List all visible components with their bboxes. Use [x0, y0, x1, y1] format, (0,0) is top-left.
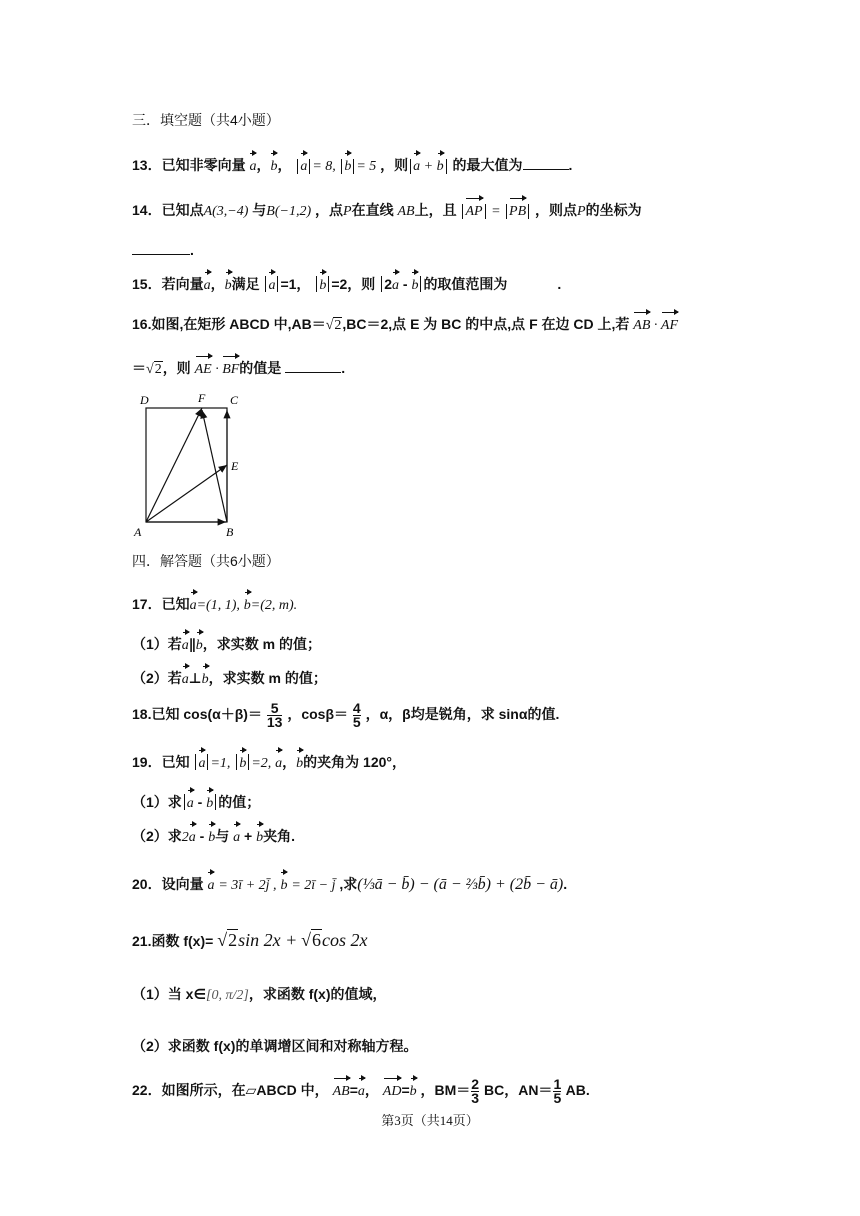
question-14-answer: .	[132, 240, 194, 260]
question-19-part2: （2）求2a - b与 a + b夹角.	[132, 822, 295, 848]
question-22: 22．如图所示，在▱ABCD 中， AB=a， AD=b ，BM＝ $\frac{2}{3}$ BC，AN＝ $\frac{1}{5}$ AB.	[132, 1075, 590, 1106]
question-13: 13．已知非零向量 a，b， a = 8, b = 5 ，则 a + b 的最大值为 .	[132, 151, 572, 177]
question-16: 16.如图,在矩形 ABCD 中,AB＝√2,BC＝2,点 E 为 BC 的中点,点 F 在边 CD 上,若 AB · AF	[132, 310, 678, 336]
label-f: F	[198, 391, 206, 405]
label-a: A	[134, 525, 142, 539]
section3-heading: 三．填空题（共4小题）	[132, 112, 280, 128]
question-17: 17．已知a=(1, 1), b=(2, m).	[132, 590, 297, 616]
answer-blank[interactable]	[132, 240, 190, 255]
vector-bf	[202, 410, 227, 522]
label-e: E	[231, 459, 239, 473]
section4-heading: 四．解答题（共6小题）	[132, 553, 280, 569]
question-21: 21.函数 f(x)= √2sin 2x + √6cos 2x	[132, 930, 368, 950]
question-21-part1: （1）当 x∈[0, π/2]，求函数 f(x)的值域，	[132, 986, 387, 1003]
page-footer: 第3页（共14页）	[381, 1113, 479, 1128]
vector-af	[146, 408, 202, 522]
label-c: C	[230, 393, 239, 407]
question-17-part1: （1）若a∥b，求实数 m 的值；	[132, 630, 321, 656]
question-19: 19．已知 a =1, b =2, a，b的夹角为 120°，	[132, 748, 406, 774]
question-21-part2: （2）求函数 f(x)的单调增区间和对称轴方程。	[132, 1038, 418, 1054]
vector-ae	[146, 465, 227, 522]
question-16-cont: ＝√2，则 AE · BF的值是 .	[132, 354, 345, 380]
question-15: 15．若向量a，b满足 a =1， b =2，则 2a - b 的取值范围为 .	[132, 270, 561, 296]
question-19-part1: （1）求 a - b 的值；	[132, 788, 260, 814]
question-20: 20．设向量 a = 3ī + 2j̄ , b = 2ī − j̄ ,求(⅓ā − b̄) − (ā − ⅔b̄) + (2b̄ − ā).	[132, 870, 567, 896]
label-b: B	[226, 525, 234, 539]
question-14: 14．已知点A(3,−4) 与B(−1,2) ，点P在直线 AB上，且 AP = PB ，则点P的坐标为	[132, 196, 642, 222]
answer-blank[interactable]	[523, 155, 569, 170]
question-17-part2: （2）若a⊥b，求实数 m 的值；	[132, 664, 327, 690]
question-18: 18.已知 cos(α＋β)＝ $\frac{5}{13}$ ，cosβ＝ $\frac{4}{5}$ ，α，β均是锐角，求 sinα的值.	[132, 700, 560, 730]
rectangle-figure	[130, 388, 250, 540]
answer-blank[interactable]	[285, 358, 341, 373]
label-d: D	[140, 393, 149, 407]
